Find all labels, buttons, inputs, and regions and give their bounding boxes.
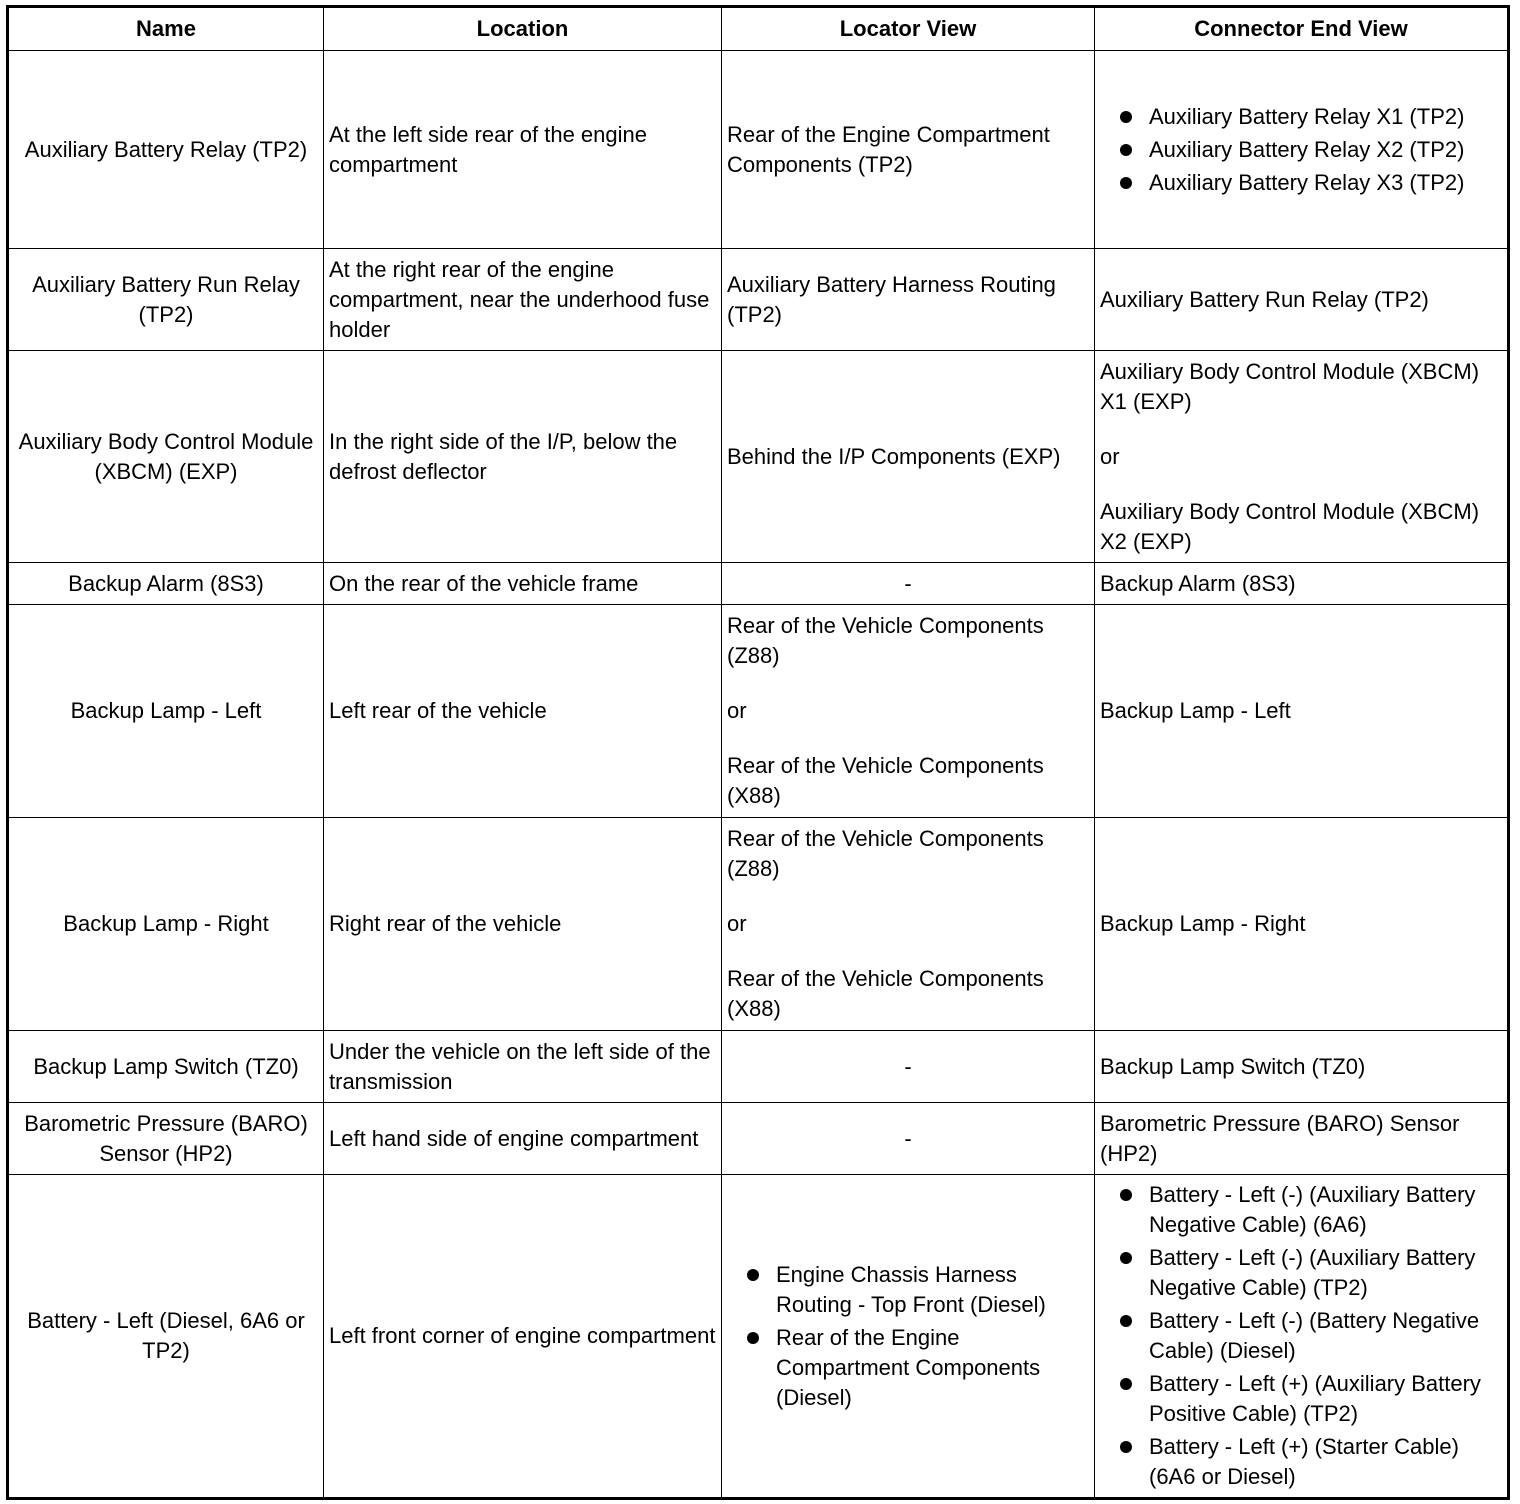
table-row [8, 605, 1509, 818]
locator-view-text: Rear of the Vehicle Components (Z88) [727, 613, 1044, 668]
table-body [8, 51, 1509, 1499]
connector-end-view-text: Auxiliary Body Control Module (XBCM) X1 (EXP) [1100, 358, 1480, 414]
connector-end-view-list-item: Battery - Left (-) (Battery Negative Cable) (Diesel) [1100, 1306, 1502, 1366]
locator-view-text: Rear of the Vehicle Components (X88) [727, 753, 1044, 808]
connector-end-view-list-item: Auxiliary Battery Relay X3 (TP2) [1100, 168, 1502, 198]
locator-view-cell [722, 1103, 1095, 1175]
locator-view-text: or [727, 698, 747, 723]
locator-view-cell [722, 351, 1095, 563]
component-name: Backup Alarm (8S3) [8, 563, 324, 605]
connector-end-view-text: Auxiliary Battery Run Relay (TP2) [1100, 286, 1429, 312]
locator-view-text: or [727, 911, 747, 936]
connector-end-view-list-item: Battery - Left (+) (Auxiliary Battery Positive Cable) (TP2) [1100, 1369, 1502, 1429]
connector-end-view-text: or [1100, 443, 1120, 469]
connector-end-view-list [1100, 1180, 1502, 1492]
locator-view-cell [722, 818, 1095, 1031]
connector-end-view-cell [1095, 249, 1509, 351]
component-name: Battery - Left (Diesel, 6A6 or TP2) [8, 1175, 324, 1499]
connector-end-view-cell [1095, 605, 1509, 818]
connector-end-view-text: Backup Lamp - Left [1100, 698, 1291, 723]
header-locator-view: Locator View [722, 7, 1095, 51]
connector-end-view-text: Auxiliary Body Control Module (XBCM) X2 (EXP) [1100, 498, 1480, 554]
locator-view-text: - [904, 1053, 912, 1079]
component-name: Backup Lamp - Left [8, 605, 324, 818]
component-name: Auxiliary Battery Relay (TP2) [8, 51, 324, 249]
component-location: Left rear of the vehicle [324, 605, 722, 818]
connector-end-view-list-item: Auxiliary Battery Relay X2 (TP2) [1100, 135, 1502, 165]
connector-end-view-list-item: Battery - Left (+) (Starter Cable) (6A6 or Diesel) [1100, 1432, 1502, 1492]
component-name: Auxiliary Battery Run Relay (TP2) [8, 249, 324, 351]
locator-view-cell [722, 249, 1095, 351]
table-row [8, 51, 1509, 249]
connector-end-view-cell [1095, 818, 1509, 1031]
component-location: On the rear of the vehicle frame [324, 563, 722, 605]
component-location: Left hand side of engine compartment [324, 1103, 722, 1175]
locator-view-cell [722, 1031, 1095, 1103]
component-location: Right rear of the vehicle [324, 818, 722, 1031]
component-name: Backup Lamp Switch (TZ0) [8, 1031, 324, 1103]
table-row [8, 563, 1509, 605]
component-name: Barometric Pressure (BARO) Sensor (HP2) [8, 1103, 324, 1175]
locator-view-text: Auxiliary Battery Harness Routing (TP2) [727, 271, 1056, 327]
table-row [8, 818, 1509, 1031]
connector-end-view-cell [1095, 563, 1509, 605]
connector-end-view-cell [1095, 1175, 1509, 1499]
locator-view-list-item: Engine Chassis Harness Routing - Top Front (Diesel) [727, 1260, 1089, 1320]
connector-end-view-cell [1095, 51, 1509, 249]
header-name: Name [8, 7, 324, 51]
locator-view-list-item: Rear of the Engine Compartment Components (Diesel) [727, 1323, 1089, 1413]
connector-end-view-list-item: Battery - Left (-) (Auxiliary Battery Negative Cable) (TP2) [1100, 1243, 1502, 1303]
connector-end-view-text: Barometric Pressure (BARO) Sensor (HP2) [1100, 1110, 1460, 1166]
component-name: Backup Lamp - Right [8, 818, 324, 1031]
locator-view-list [727, 1260, 1089, 1413]
header-connector-end-view: Connector End View [1095, 7, 1509, 51]
component-name: Auxiliary Body Control Module (XBCM) (EXP) [8, 351, 324, 563]
connector-end-view-cell [1095, 1031, 1509, 1103]
component-location: In the right side of the I/P, below the defrost deflector [324, 351, 722, 563]
component-location: Under the vehicle on the left side of the transmission [324, 1031, 722, 1103]
connector-end-view-cell [1095, 1103, 1509, 1175]
locator-view-text: - [904, 1125, 912, 1151]
connector-end-view-cell [1095, 351, 1509, 563]
component-location: At the right rear of the engine compartment, near the underhood fuse holder [324, 249, 722, 351]
locator-view-cell [722, 1175, 1095, 1499]
locator-view-cell [722, 51, 1095, 249]
locator-view-text: Rear of the Vehicle Components (X88) [727, 966, 1044, 1021]
table-row [8, 351, 1509, 563]
table-row [8, 1103, 1509, 1175]
connector-end-view-text: Backup Lamp Switch (TZ0) [1100, 1053, 1366, 1079]
header-row [8, 7, 1509, 51]
component-location: At the left side rear of the engine compartment [324, 51, 722, 249]
connector-end-view-text: Backup Lamp - Right [1100, 911, 1306, 936]
table-row [8, 249, 1509, 351]
component-location: Left front corner of engine compartment [324, 1175, 722, 1499]
connector-end-view-list-item: Battery - Left (-) (Auxiliary Battery Negative Cable) (6A6) [1100, 1180, 1502, 1240]
locator-view-text: Rear of the Vehicle Components (Z88) [727, 826, 1044, 881]
connector-end-view-text: Backup Alarm (8S3) [1100, 570, 1296, 596]
table-row [8, 1175, 1509, 1499]
connector-end-view-list-item: Auxiliary Battery Relay X1 (TP2) [1100, 102, 1502, 132]
header-location: Location [324, 7, 722, 51]
component-locator-table [6, 5, 1510, 1500]
locator-view-cell [722, 563, 1095, 605]
locator-view-text: - [904, 570, 912, 596]
locator-view-text: Rear of the Engine Compartment Components (TP2) [727, 121, 1050, 177]
locator-view-text: Behind the I/P Components (EXP) [727, 443, 1061, 469]
locator-view-cell [722, 605, 1095, 818]
table-row [8, 1031, 1509, 1103]
connector-end-view-list [1100, 102, 1502, 198]
